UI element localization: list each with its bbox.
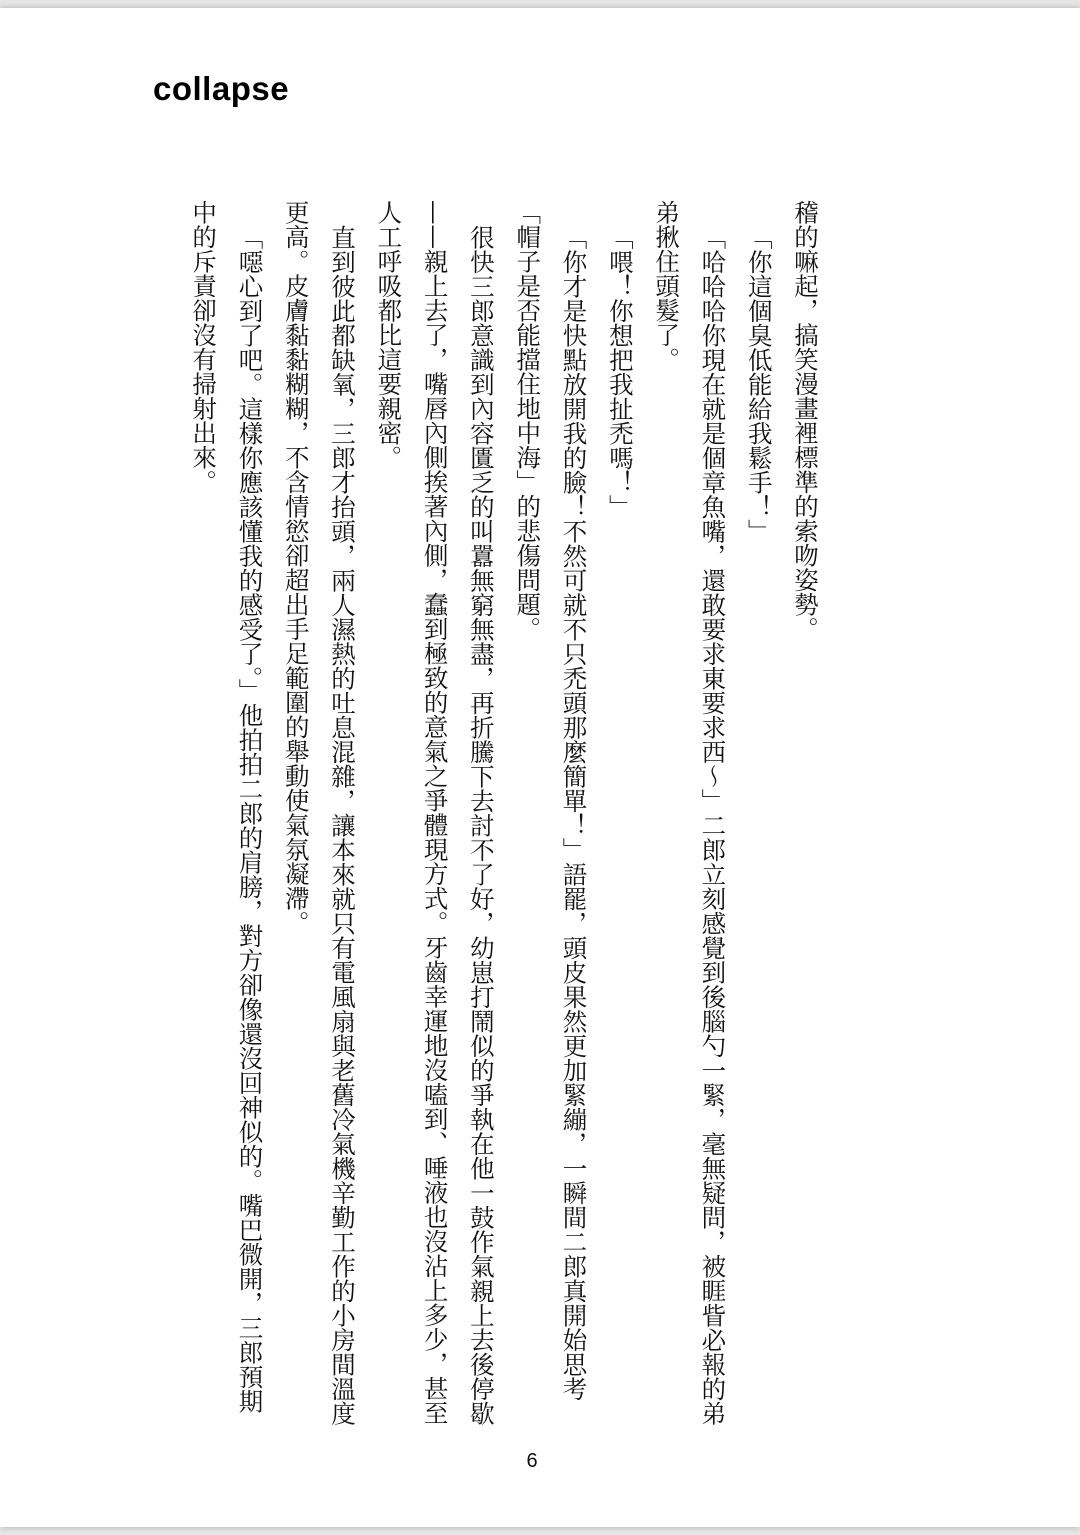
dialogue-line: 「噁心到了吧。這樣你應該懂我的感受了。」他拍拍二郎的肩膀，對方卻像還沒回神似的。嘴巴微開，三郎預期中的斥責卻沒有掃射出來。: [189, 200, 265, 1413]
dialogue-line: 「喂！你想把我扯禿嗎！」: [605, 224, 635, 519]
paragraph-continued: 稽的嘛起，搞笑漫畫裡標準的索吻姿勢。: [791, 200, 820, 641]
dialogue-line: 「哈哈哈你現在就是個章魚嘴，還敢要求東要求西～」二郎立刻感覺到後腦勺一緊，毫無疑問，被睚眥必報的弟弟揪住頭髮了。: [652, 200, 728, 1425]
document-page: [0, 8, 1080, 1527]
dialogue-line: 「你這個臭低能給我鬆手！」: [744, 224, 774, 543]
page-number: 6: [526, 1450, 538, 1472]
dialogue-line: 「你才是快點放開我的臉！不然可就不只禿頭那麼簡單！」語罷，頭皮果然更加緊繃，一瞬間二郎真開始思考「帽子是否能擋住地中海」的悲傷問題。: [513, 200, 589, 1401]
running-header-title: collapse: [153, 70, 290, 107]
paragraph: 直到彼此都缺氧，三郎才抬頭，兩人濕熱的吐息混雜，讓本來就只有電風扇與老舊冷氣機辛勤工作的小房間溫度更高。皮膚黏黏糊糊，不含情慾卻超出手足範圍的舉動使氣氛凝滯。: [281, 200, 358, 1425]
paragraph: 很快三郎意識到內容匱乏的叫囂無窮無盡，再折騰下去討不了好，幼崽打鬧似的爭執在他一鼓作氣親上去後停歇——親上去了，嘴唇內側挨著內側，蠢到極致的意氣之爭體現方式。牙齒幸運地沒嗑到、唾液也沒沾上多少，甚至人工呼吸都比這要親密。: [374, 200, 496, 1425]
vertical-body-text: [118, 200, 828, 1426]
